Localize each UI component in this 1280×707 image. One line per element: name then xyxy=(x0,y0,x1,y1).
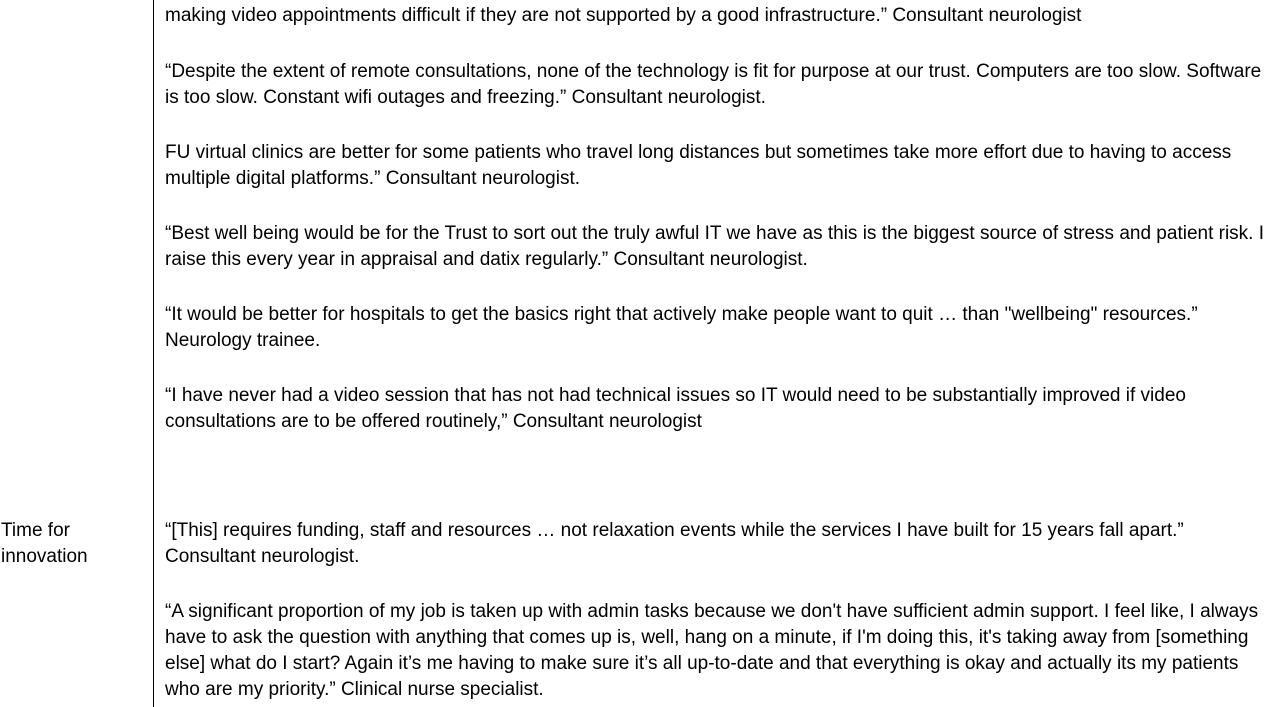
section-label-time-for-innovation: Time for innovation xyxy=(1,520,88,567)
quote-funding-staff: “[This] requires funding, staff and resources … not relaxation events while the services I have built for 15 years fall apart.” Consultant neurologist. xyxy=(165,520,1184,567)
quote-awful-it: “Best well being would be for the Trust to sort out the truly awful IT we have as this is the biggest source of stress and patient risk. I raise this every year in appraisal and datix regularly.” Consultant neurologist. xyxy=(165,223,1265,270)
quote-video-technical-issues: “I have never had a video session that has not had technical issues so IT would need to be substantially improved if video consultations are to be offered routinely,” Consultant neurologist xyxy=(165,385,1186,432)
quote-get-basics-right: “It would be better for hospitals to get the basics right that actively make people want to quit … than "wellbeing" resources.” Neurology trainee. xyxy=(165,304,1198,351)
quote-infrastructure: making video appointments difficult if they are not supported by a good infrastructure.” Consultant neurologist xyxy=(165,5,1082,26)
quote-virtual-clinics: FU virtual clinics are better for some patients who travel long distances but sometimes take more effort due to having to access multiple digital platforms.” Consultant neurologist. xyxy=(165,142,1232,189)
table-column-divider xyxy=(153,0,154,707)
quote-admin-tasks: “A significant proportion of my job is taken up with admin tasks because we don't have sufficient admin support. I feel like, I always have to ask the question with anything that comes up is, well, hang on a minute, if I'm doing this, it's taking away from [something else] what do I start? Again it’s me having to make sure it’s all up-to-date and that everything is okay and actually its my patients who are my priority.” Clinical nurse specialist. xyxy=(165,601,1259,700)
quote-technology-not-fit: “Despite the extent of remote consultations, none of the technology is fit for purpose at our trust. Computers are too slow. Software is too slow. Constant wifi outages and freezing.” Consultant neurologist. xyxy=(165,61,1262,108)
